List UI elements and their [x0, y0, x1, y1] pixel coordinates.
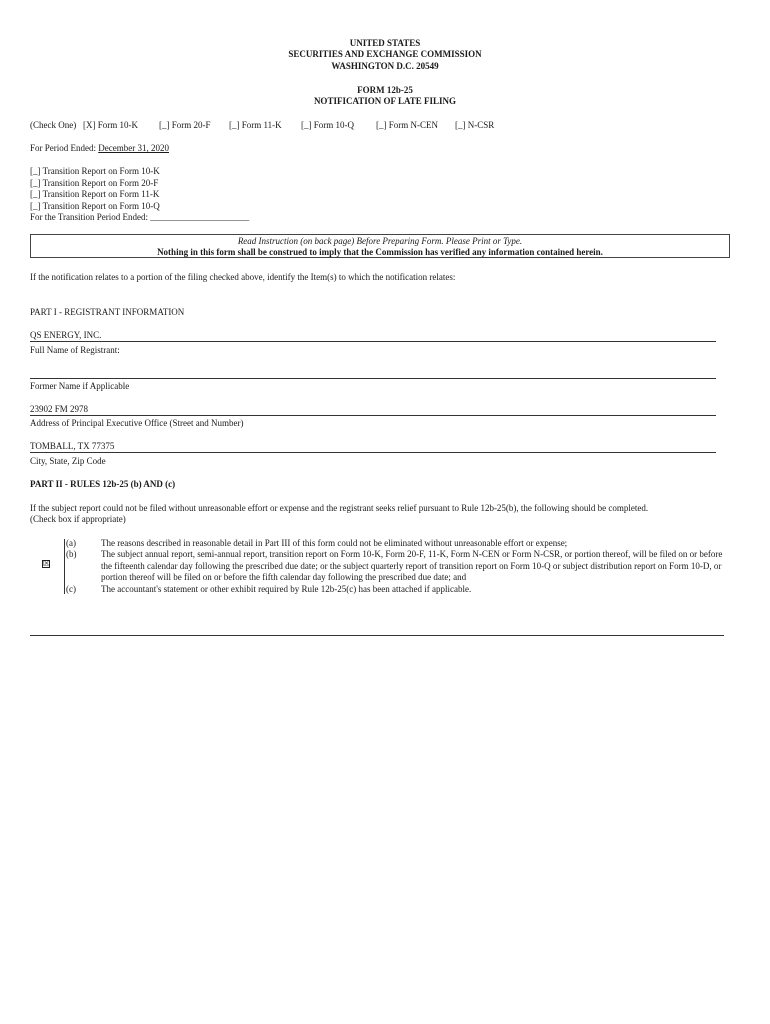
- rule-12b25-checkbox[interactable]: ☒: [43, 559, 51, 568]
- period-ended-value: December 31, 2020: [98, 143, 169, 153]
- item-a-text: The reasons described in reasonable detail in Part III of this form could not be eliminated without unreasonable effort or expense;: [101, 538, 568, 548]
- transition-item-20f[interactable]: [_] Transition Report on Form 20-F: [30, 178, 159, 188]
- transition-item-10k[interactable]: [_] Transition Report on Form 10-K: [30, 166, 160, 176]
- header-line-3: WASHINGTON D.C. 20549: [331, 61, 439, 71]
- transition-item-11k[interactable]: [_] Transition Report on Form 11-K: [30, 189, 160, 199]
- part2-check-instruction: (Check box if appropriate): [30, 514, 126, 524]
- transition-period-label: For the Transition Period Ended: ______________________: [30, 212, 250, 222]
- registrant-name-value[interactable]: QS ENERGY, INC.: [30, 330, 102, 340]
- check-option-form-10k[interactable]: [X] Form 10-K: [83, 120, 138, 130]
- check-option-form-10q[interactable]: [_] Form 10-Q: [301, 120, 354, 130]
- check-option-form-20f[interactable]: [_] Form 20-F: [159, 120, 211, 130]
- period-ended-label: For Period Ended:: [30, 143, 96, 153]
- item-c-letter: (c): [66, 584, 76, 594]
- item-a-letter: (a): [66, 538, 76, 548]
- notice-instruction: Read Instruction (on back page) Before Preparing Form. Please Print or Type.: [237, 236, 523, 246]
- section-divider: [30, 635, 724, 636]
- registrant-name-label: Full Name of Registrant:: [30, 345, 120, 355]
- check-option-form-11k[interactable]: [_] Form 11-K: [229, 120, 282, 130]
- item-b-letter: (b): [66, 549, 77, 559]
- part1-title: PART I - REGISTRANT INFORMATION: [30, 307, 185, 317]
- form-number: FORM 12b-25: [357, 85, 413, 95]
- part2-title: PART II - RULES 12b-25 (b) AND (c): [30, 479, 176, 489]
- city-value[interactable]: TOMBALL, TX 77375: [30, 441, 115, 451]
- period-ended: [30, 143, 169, 155]
- header-line-1: UNITED STATES: [349, 38, 421, 48]
- transition-item-10q[interactable]: [_] Transition Report on Form 10-Q: [30, 201, 160, 211]
- address-label: Address of Principal Executive Office (Street and Number): [30, 418, 244, 428]
- item-c-text: The accountant's statement or other exhibit required by Rule 12b-25(c) has been attached if applicable.: [101, 584, 472, 594]
- check-option-form-ncen[interactable]: [_] Form N-CEN: [376, 120, 438, 130]
- address-value[interactable]: 23902 FM 2978: [30, 404, 89, 414]
- city-label: City, State, Zip Code: [30, 456, 106, 466]
- former-name-line[interactable]: [30, 378, 716, 379]
- notice-disclaimer: Nothing in this form shall be construed to imply that the Commission has verified any information contained herein.: [157, 247, 603, 257]
- items-bracket: [64, 539, 65, 594]
- form-title: NOTIFICATION OF LATE FILING: [313, 96, 457, 106]
- registrant-name-line: [30, 341, 716, 342]
- address-line: [30, 415, 716, 416]
- city-line: [30, 452, 716, 453]
- part2-intro: If the subject report could not be filed without unreasonable effort or expense and the registrant seeks relief pursuant to Rule 12b-25(b), the following should be completed.: [30, 503, 649, 513]
- header-line-2: SECURITIES AND EXCHANGE COMMISSION: [288, 49, 482, 59]
- item-b-text: The subject annual report, semi-annual report, transition report on Form 10-K, Form 20-F, 11-K, Form N-CEN or Form N-CSR, or portion thereof, will be filed on or before the fifteenth calendar day following the prescribed due date; or the subject quarterly report of transition report on Form 10-Q or subject distribution report on Form 10-D, or portion thereof will be filed on or before the fifth calendar day following the prescribed due date; and: [101, 549, 723, 582]
- relates-text: If the notification relates to a portion of the filing checked above, identify the Item(s) to which the notification relates:: [30, 272, 456, 282]
- instruction-notice-box: [30, 234, 730, 258]
- check-one-label: (Check One): [30, 120, 77, 130]
- former-name-label: Former Name if Applicable: [30, 381, 130, 391]
- check-option-ncsr[interactable]: [_] N-CSR: [455, 120, 495, 130]
